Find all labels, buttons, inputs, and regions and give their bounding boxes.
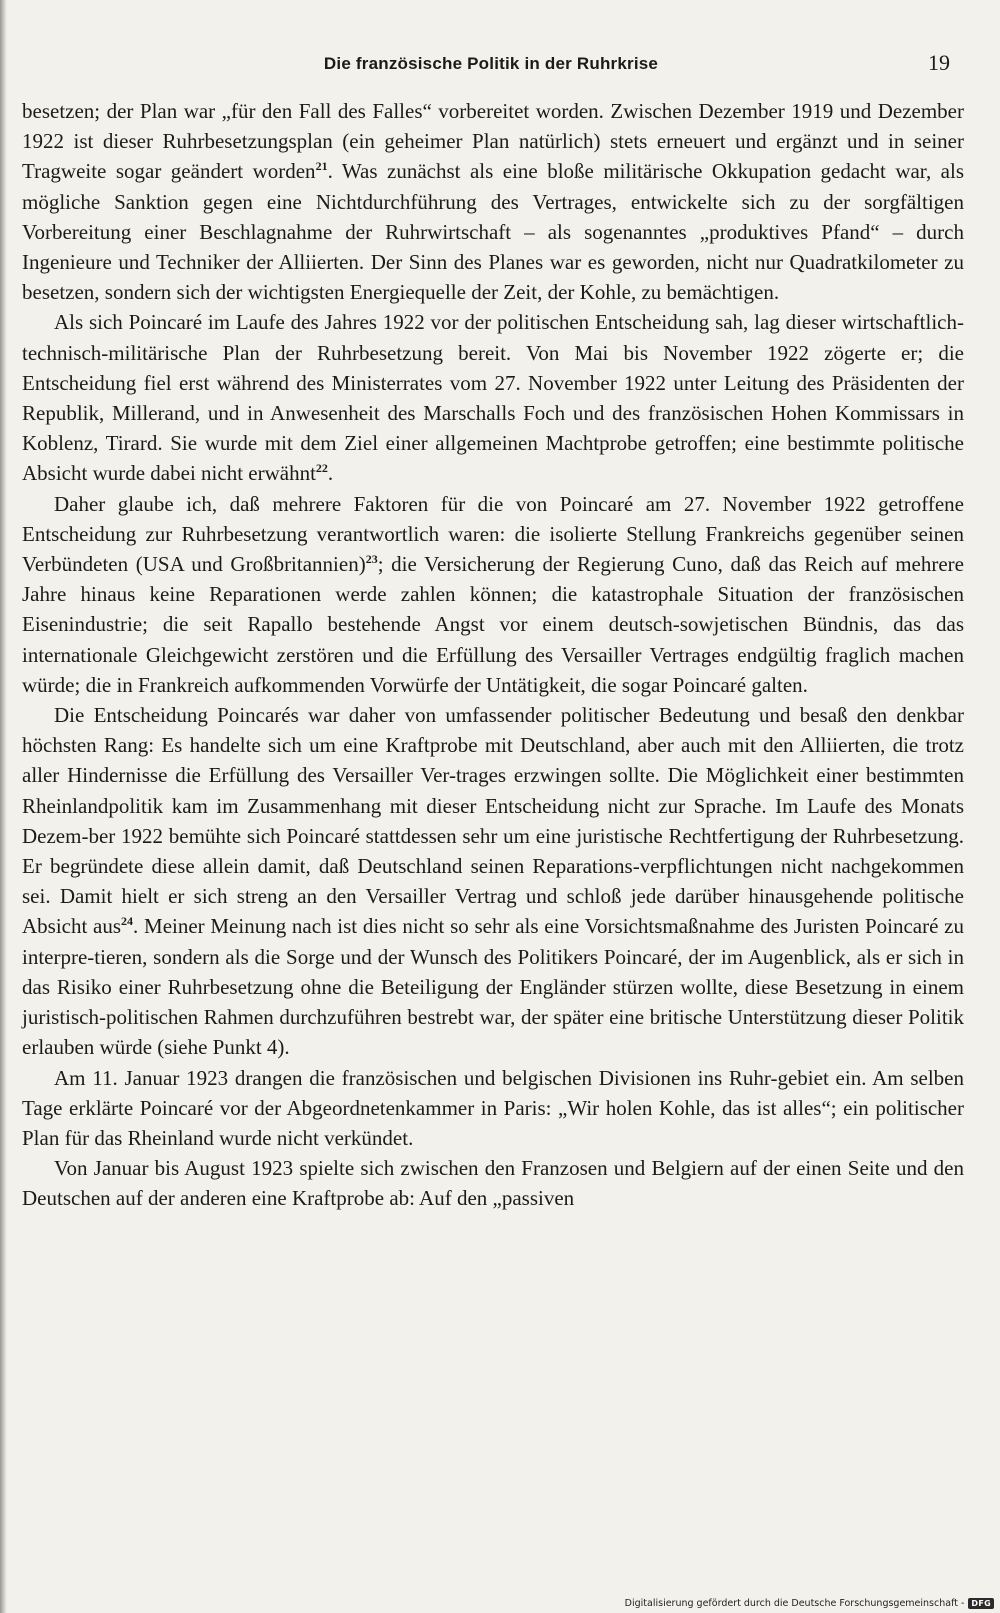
paragraph-5 xyxy=(22,1063,964,1154)
page-header xyxy=(22,50,960,84)
digitization-credit: Digitalisierung gefördert durch die Deutsche Forschungsgemeinschaft - xyxy=(624,1597,965,1609)
footnote-ref-21[interactable]: 21 xyxy=(315,159,328,174)
paragraph-2 xyxy=(22,307,964,488)
text-run: Von Januar bis August 1923 spielte sich zwischen den Franzosen und Belgiern auf der einen Seite und den Deutschen auf der anderen eine Kraftprobe ab: Auf den „passiven xyxy=(22,1156,964,1211)
text-run: besetzen; der Plan war „für den Fall des Falles“ vorbereitet worden. Zwischen Dezember 1919 und Dezember 1922 ist dieser Ruhrbesetzungsplan (ein geheimer Plan natürlich) stets erneuert und ergänzt und in seiner Tragweite sogar geändert worden xyxy=(22,99,964,184)
footnote-ref-23[interactable]: 23 xyxy=(365,552,378,567)
page-number: 19 xyxy=(928,50,950,75)
footnote-ref-22[interactable]: 22 xyxy=(315,461,328,476)
dfg-logo-icon: DFG xyxy=(968,1598,994,1609)
paragraph-1 xyxy=(22,96,964,307)
paragraph-3 xyxy=(22,489,964,700)
text-run: Als sich Poincaré im Laufe des Jahres 1922 vor der politischen Entscheidung sah, lag dieser wirtschaftlich-technisch-militärische Plan der Ruhrbesetzung bereit. Von Mai bis November 1922 zögerte er; die Entscheidung fiel erst während des Ministerrates vom 27. November 1922 unter Leitung des Präsidenten der Republik, Millerand, und in Anwesenheit des Marschalls Foch und des französischen Hohen Kommissars in Koblenz, Tirard. Sie wurde mit dem Ziel einer allgemeinen Machtprobe getroffen; eine bestimmte politische Absicht wurde dabei nicht erwähnt xyxy=(22,310,964,486)
body-text xyxy=(22,96,964,1214)
text-run: Die Entscheidung Poincarés war daher von umfassender politischer Bedeutung und besaß den denkbar höchsten Rang: Es handelte sich um eine Kraftprobe mit Deutschland, aber auch mit den Alliierten, die trotz aller Hindernisse die Erfüllung des Versailler Ver-trages erzwingen sollte. Die Möglichkeit einer bestimmten Rheinlandpolitik kam im Zusammenhang mit dieser Entscheidung nicht zur Sprache. Im Laufe des Monats Dezem-ber 1922 bemühte sich Poincaré stattdessen sehr um eine juristische Rechtfertigung der Ruhrbesetzung. Er begründete diese allein damit, daß Deutschland seinen Reparations-verpflichtungen nicht nachgekommen sei. Damit hielt er sich streng an den Versailler Vertrag und schloß jede darüber hinausgehende politische Absicht aus xyxy=(22,703,964,939)
footnote-ref-24[interactable]: 24 xyxy=(121,914,134,929)
text-run: ; die Versicherung der Regierung Cuno, daß das Reich auf mehrere Jahre hinaus keine Reparationen werde zahlen können; die katastrophale Situation der französischen Eisenindustrie; die seit Rapallo bestehende Angst vor einem deutsch-sowjetischen Bündnis, das das internationale Gleichgewicht zerstören und die Erfüllung des Versailler Vertrages endgültig fraglich machen würde; die in Frankreich aufkommenden Vorwürfe der Untätigkeit, die sogar Poincaré galten. xyxy=(22,552,964,697)
digitization-footer xyxy=(625,1593,1000,1613)
text-run: . Meiner Meinung nach ist dies nicht so sehr als eine Vorsichtsmaßnahme des Juristen Poincaré zu interpre-tieren, sondern als die Sorge und der Wunsch des Politikers Poincaré, der im Augenblick, als er sich in das Risiko einer Ruhrbesetzung ohne die Beteiligung der Engländer stürzen wollte, diese Besetzung in einem juristisch-politischen Rahmen durchzuführen bestrebt war, der später eine britische Unterstützung dieser Politik erlauben würde (siehe Punkt 4). xyxy=(22,914,964,1060)
paragraph-6 xyxy=(22,1153,964,1213)
paragraph-4 xyxy=(22,700,964,1062)
text-run: Daher glaube ich, daß mehrere Faktoren für die von Poincaré am 27. November 1922 getroffene Entscheidung zur Ruhrbesetzung verantwortlich waren: die isolierte Stellung Frankreichs gegenüber seinen Verbündeten (USA und Großbritannien) xyxy=(22,491,964,577)
text-run: . Was zunächst als eine bloße militärische Okkupation gedacht war, als mögliche Sanktion gegen eine Nichtdurchführung des Vertrages, entwickelte sich zu der sorgfältigen Vorbereitung einer Beschlagnahme der Ruhrwirtschaft – als sogenanntes „produktives Pfand“ – durch Ingenieure und Techniker der Alliierten. Der Sinn des Planes war es geworden, nicht nur Quadratkilometer zu besetzen, sondern sich der wichtigsten Energiequelle der Zeit, der Kohle, zu bemächtigen. xyxy=(22,159,965,305)
book-spine-shadow xyxy=(0,0,7,1613)
text-run: . xyxy=(327,461,334,486)
text-run: Am 11. Januar 1923 drangen die französischen und belgischen Divisionen ins Ruhr-gebiet ein. Am selben Tage erklärte Poincaré vor der Abgeordnetenkammer in Paris: „Wir holen Kohle, das ist alles“; ein politischer Plan für das Rheinland wurde nicht verkündet. xyxy=(22,1065,964,1150)
running-title: Die französische Politik in der Ruhrkrise xyxy=(323,54,659,73)
